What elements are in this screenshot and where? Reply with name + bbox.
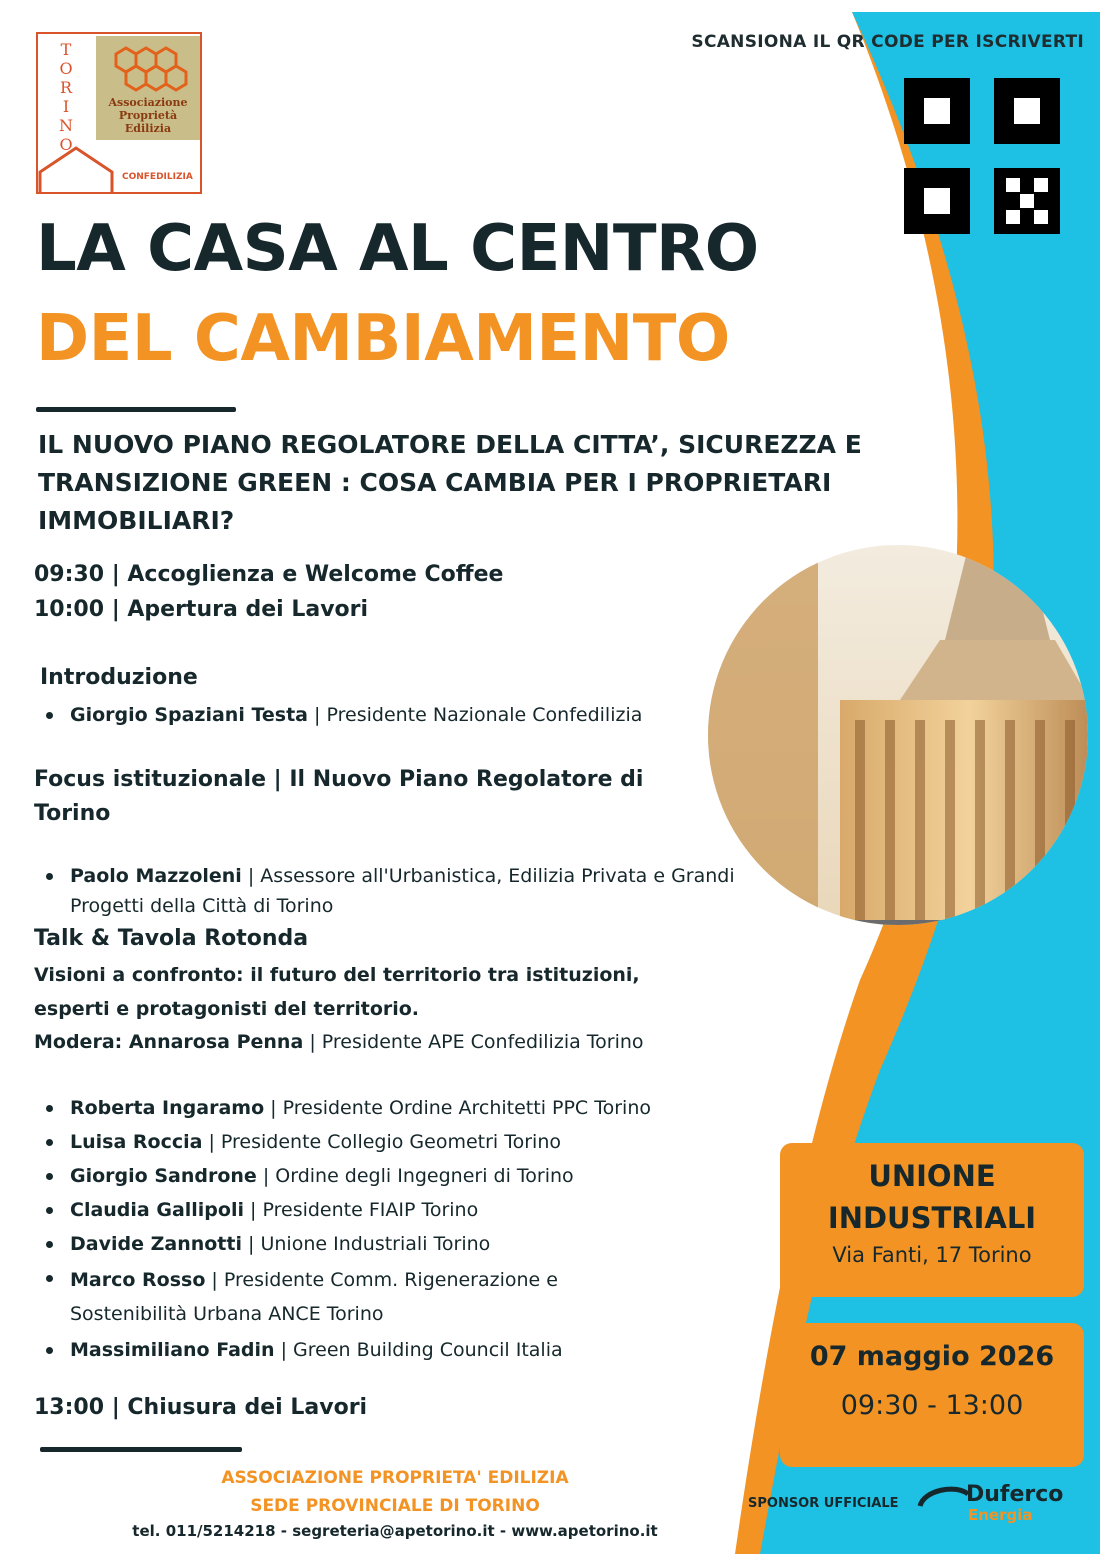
panelist-name: Roberta Ingaramo (70, 1097, 265, 1119)
title-line-2: DEL CAMBIAMENTO (36, 302, 730, 376)
sponsor-brand-sub: Energia (968, 1506, 1033, 1524)
panelist-name: Luisa Roccia (70, 1131, 203, 1153)
speaker-role: | Presidente Nazionale Confedilizia (308, 704, 643, 726)
logo-assoc-line: Associazione (108, 96, 188, 109)
qr-code[interactable] (904, 78, 1060, 234)
speaker-item (34, 700, 770, 730)
speaker-role: | Assessore all'Urbanistica, Edilizia Privata e Grandi Progetti della Città di Torino (70, 865, 735, 917)
talk-description (34, 958, 694, 1026)
venue-address: Via Fanti, 17 Torino (832, 1243, 1032, 1267)
panelist-role: | Presidente FIAIP Torino (244, 1199, 479, 1221)
talk-visions: Visioni a confronto: il futuro del territorio tra istituzioni, esperti e protagonisti del territorio. (34, 964, 640, 1020)
schedule-item: 10:00 | Apertura dei Lavori (34, 597, 369, 622)
moderator-name: Modera: Annarosa Penna (34, 1031, 304, 1053)
footer-org: ASSOCIAZIONE PROPRIETA' EDILIZIA (221, 1468, 569, 1488)
logo-letter: T (60, 40, 72, 59)
panelist-role: | Presidente Ordine Architetti PPC Torino (264, 1097, 651, 1119)
logo-letter: O (59, 135, 73, 154)
panelist-item (34, 1093, 734, 1123)
panelist-role: | Presidente Collegio Geometri Torino (202, 1131, 561, 1153)
panelist-role: | Green Building Council Italia (274, 1339, 563, 1361)
section-heading-focus: Focus istituzionale | Il Nuovo Piano Regolatore di Torino (34, 767, 644, 826)
venue-line-2: INDUSTRIALI (827, 1201, 1037, 1235)
footer-contact[interactable]: tel. 011/5214218 - segreteria@apetorino.it - www.apetorino.it (132, 1522, 658, 1540)
panelist-item (34, 1229, 734, 1259)
panelist-item (34, 1335, 734, 1365)
panelist-item (34, 1127, 734, 1157)
section-heading-intro: Introduzione (40, 665, 198, 690)
panelist-name: Massimiliano Fadin (70, 1339, 275, 1361)
logo-letter: N (59, 116, 73, 135)
panelist-role: | Unione Industriali Torino (241, 1233, 491, 1255)
speaker-name: Giorgio Spaziani Testa (70, 704, 309, 726)
logo-assoc-line: Edilizia (124, 122, 172, 135)
logo-letter: I (62, 97, 70, 116)
subtitle: IL NUOVO PIANO REGOLATORE DELLA CITTA’, SICUREZZA E TRANSIZIONE GREEN : COSA CAMBIA PER I PROPRIETARI IMMOBILIARI? (38, 430, 862, 535)
event-date: 07 maggio 2026 (809, 1341, 1055, 1372)
speaker-name: Paolo Mazzoleni (70, 865, 242, 887)
speaker-item (34, 861, 790, 921)
moderator-role: | Presidente APE Confedilizia Torino (303, 1031, 644, 1053)
sponsor-label: SPONSOR UFFICIALE (748, 1496, 899, 1511)
panelist-name: Davide Zannotti (70, 1233, 242, 1255)
title-line-1: LA CASA AL CENTRO (36, 212, 759, 286)
divider (36, 407, 236, 412)
qr-label: SCANSIONA IL QR CODE PER ISCRIVERTI (691, 32, 1084, 52)
sponsor-brand: Duferco (966, 1482, 1064, 1507)
panelist-name: Marco Rosso (70, 1269, 206, 1291)
section-heading-talk: Talk & Tavola Rotonda (34, 926, 309, 951)
event-time: 09:30 - 13:00 (840, 1390, 1024, 1421)
association-logo (36, 32, 202, 194)
panelist-role: | Presidente Comm. Rigenerazione e Sostenibilità Urbana ANCE Torino (70, 1269, 558, 1325)
venue-line-1: UNIONE (868, 1159, 996, 1193)
confedilizia-mark: CONFEDILIZIA (122, 172, 193, 182)
panelist-role: | Ordine degli Ingegneri di Torino (256, 1165, 574, 1187)
panelist-item (34, 1195, 734, 1225)
moderator (34, 1027, 754, 1057)
panelist-item (34, 1263, 670, 1331)
schedule-item: 09:30 | Accoglienza e Welcome Coffee (34, 562, 504, 587)
venue-panel (780, 1143, 1084, 1297)
footer-seat: SEDE PROVINCIALE DI TORINO (250, 1496, 540, 1516)
closing-time: 13:00 | Chiusura dei Lavori (34, 1395, 368, 1420)
panelist-list (34, 1093, 734, 1365)
logo-assoc-line: Proprietà (118, 109, 178, 122)
panelist-name: Claudia Gallipoli (70, 1199, 244, 1221)
panelist-item (34, 1161, 734, 1191)
sponsor-logo (916, 1480, 1086, 1530)
logo-letter: O (59, 59, 73, 78)
logo-letter: R (59, 78, 73, 97)
date-panel (780, 1323, 1084, 1467)
panelist-name: Giorgio Sandrone (70, 1165, 257, 1187)
divider (40, 1447, 242, 1452)
